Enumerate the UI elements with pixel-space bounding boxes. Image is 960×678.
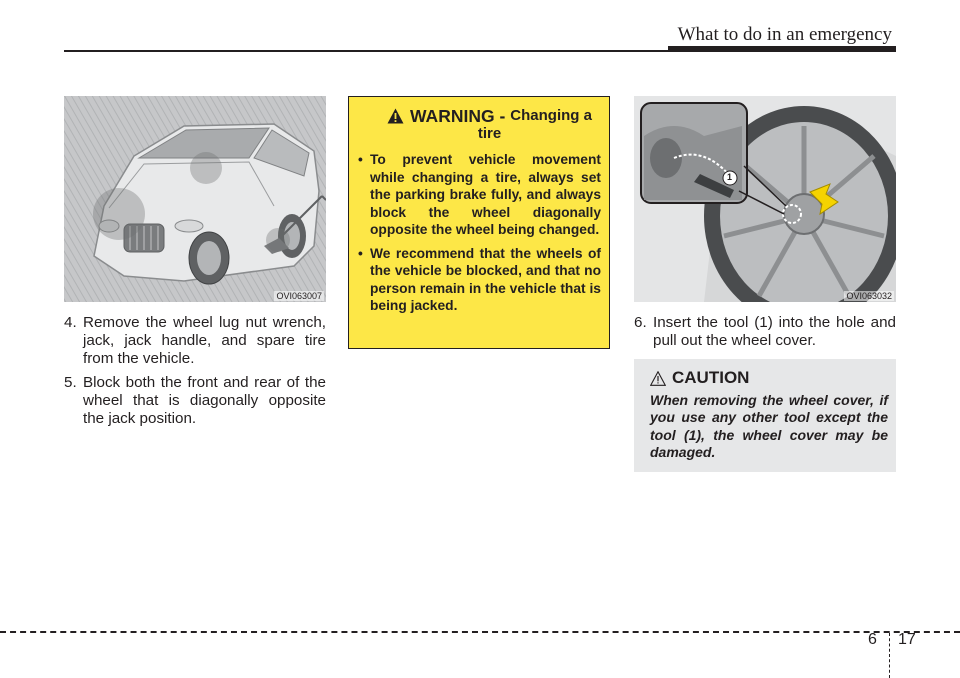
step-item	[64, 374, 326, 428]
warning-item-text: We recommend that the wheels of the vehicle be blocked, and that no person remain in the vehicle that is being jacked.	[370, 245, 601, 313]
wheel-cover-drawing	[634, 96, 896, 302]
warning-subtitle-line2: tire	[477, 125, 502, 142]
right-steps	[634, 314, 896, 356]
header-bar	[668, 46, 896, 52]
caution-title: CAUTION	[672, 368, 750, 387]
step-item	[64, 314, 326, 368]
left-steps	[64, 314, 326, 434]
caution-box	[634, 359, 896, 472]
car-jack-illustration	[64, 96, 326, 302]
warning-item	[358, 245, 601, 315]
step-number: 5.	[64, 374, 77, 391]
page-divider	[889, 633, 890, 678]
step-item	[634, 314, 896, 350]
caution-header	[650, 368, 888, 388]
footer-dashed-rule	[0, 631, 960, 633]
callout-number: 1	[727, 172, 733, 182]
figure-code: OVI063032	[846, 291, 892, 301]
warning-title: WARNING -	[410, 106, 506, 126]
step-text: Insert the tool (1) into the hole and pull out the wheel cover.	[653, 314, 896, 349]
step-number: 4.	[64, 314, 77, 331]
car-jack-drawing	[64, 96, 326, 302]
warning-triangle-icon	[387, 108, 404, 124]
step-text: Block both the front and rear of the wheel that is diagonally opposite the jack position.	[83, 374, 326, 427]
warning-subtitle: Changing a	[510, 107, 592, 124]
header-title: What to do in an emergency	[677, 24, 892, 45]
figure-code: OVI063007	[276, 291, 322, 301]
bullet: •	[358, 152, 363, 167]
header-rule	[64, 50, 668, 52]
wheel-cover-illustration	[634, 96, 896, 302]
caution-triangle-icon	[650, 371, 666, 386]
warning-item-text: To prevent vehicle movement while changing a tire, always set the parking brake fully, and always block the wheel diagonally opposite the wheel being changed.	[370, 152, 601, 237]
section-number: 6	[868, 631, 877, 648]
page-number: 17	[898, 631, 916, 648]
warning-item	[358, 151, 601, 239]
caution-text: When removing the wheel cover, if you use any other tool except the tool (1), the wheel cover may be damaged.	[650, 392, 888, 461]
warning-box	[348, 96, 610, 349]
bullet: •	[358, 245, 363, 261]
step-text: Remove the wheel lug nut wrench, jack, jack handle, and spare tire from the vehicle.	[83, 314, 326, 367]
step-number: 6.	[634, 314, 647, 331]
warning-header	[387, 107, 601, 125]
